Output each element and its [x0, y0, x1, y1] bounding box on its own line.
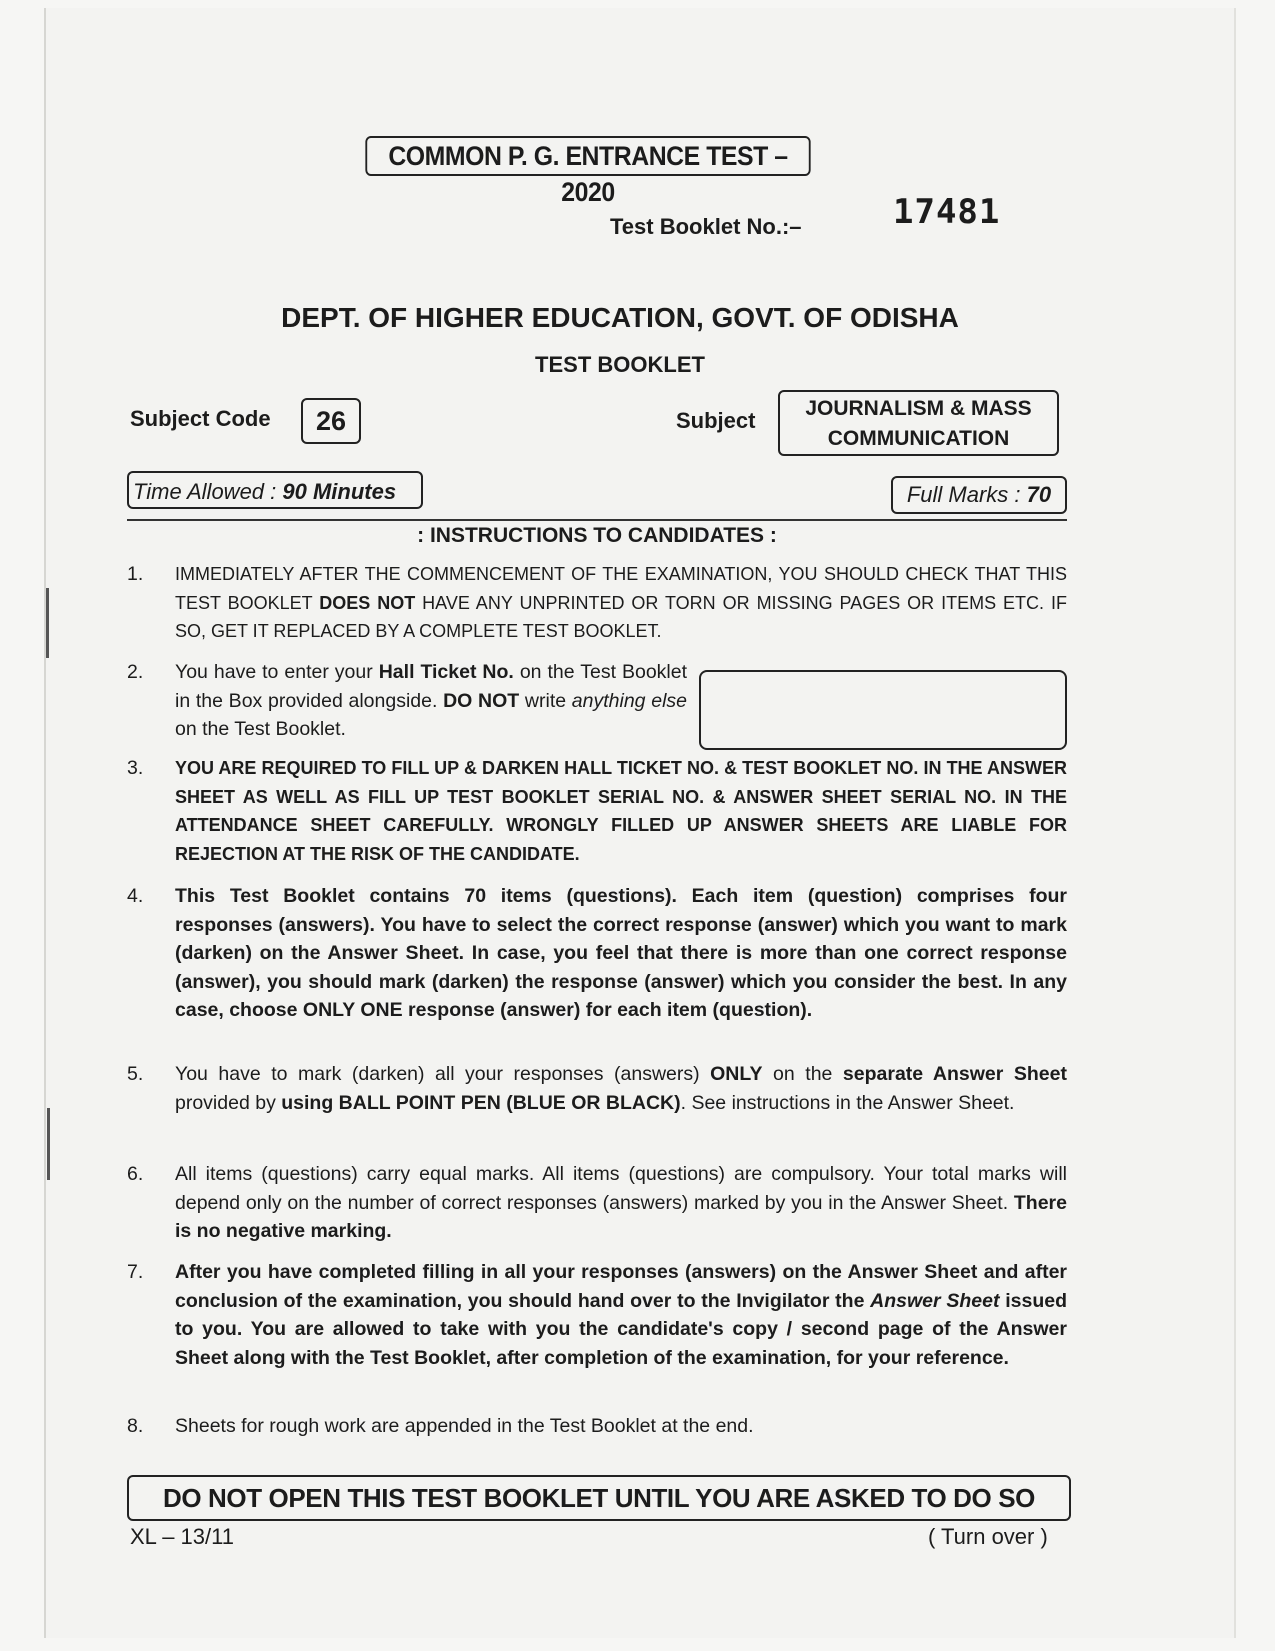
do-not-open-warning: DO NOT OPEN THIS TEST BOOKLET UNTIL YOU ARE ASKED TO DO SO	[127, 1475, 1071, 1521]
instruction-text: You have to mark (darken) all your responses (answers) ONLY on the separate Answer Sheet provided by using BALL POINT PEN (BLUE OR BLACK). See instructions in the Answer Sheet.	[175, 1063, 1067, 1114]
instruction-text: This Test Booklet contains 70 items (questions). Each item (question) comprises four responses (answers). You have to select the correct response (answer) which you want to mark (darken) on the Answer Sheet. In case, you feel that there is more than one correct response (answer), you should mark (darken) the response (answer) which you consider the best. In any case, choose ONLY ONE response (answer) for each item (question).	[175, 885, 1067, 1021]
instruction-text: All items (questions) carry equal marks. All items (questions) are compulsory. Your total marks will depend only on the number of correct responses (answers) marked by you in the Answer Sheet. There is no negative marking.	[175, 1163, 1067, 1242]
instruction-number: 2.	[127, 661, 144, 683]
subject-name-box	[778, 390, 1059, 456]
subject-label: Subject	[676, 408, 756, 433]
scan-mark	[47, 1108, 50, 1180]
instruction-number: 8.	[127, 1415, 144, 1437]
full-marks-value: 70	[1026, 482, 1052, 507]
hall-ticket-box[interactable]	[699, 670, 1067, 750]
instruction-text: You have to enter your Hall Ticket No. on the Test Booklet in the Box provided alongside. DO NOT write anything else on the Test Booklet.	[175, 661, 688, 740]
scan-mark	[46, 588, 49, 658]
turn-over-note: ( Turn over )	[928, 1524, 1048, 1549]
instruction-number: 1.	[127, 563, 144, 585]
instruction-number: 3.	[127, 757, 144, 779]
instruction-text: IMMEDIATELY AFTER THE COMMENCEMENT OF THE EXAMINATION, YOU SHOULD CHECK THAT THIS TEST BOOKLET DOES NOT HAVE ANY UNPRINTED OR TORN OR MISSING PAGES OR ITEMS ETC. IF SO, GET IT REPLACED BY A COMPLETE TEST BOOKLET.	[175, 564, 1067, 641]
time-allowed-value: 90 Minutes	[282, 479, 397, 504]
department-title: DEPT. OF HIGHER EDUCATION, GOVT. OF ODISHA	[281, 302, 959, 333]
subject-code-value: 26	[301, 398, 361, 444]
instruction-number: 7.	[127, 1261, 144, 1283]
exam-title: COMMON P. G. ENTRANCE TEST – 2020	[365, 136, 810, 176]
divider	[127, 519, 1067, 521]
instruction-item	[127, 882, 1067, 1025]
instruction-text: YOU ARE REQUIRED TO FILL UP & DARKEN HALL TICKET NO. & TEST BOOKLET NO. IN THE ANSWER SHEET AS WELL AS FILL UP TEST BOOKLET SERIAL NO. & ANSWER SHEET SERIAL NO. IN THE ATTENDANCE SHEET CAREFULLY. WRONGLY FILLED UP ANSWER SHEETS ARE LIABLE FOR REJECTION AT THE RISK OF THE CANDIDATE.	[175, 758, 1067, 864]
subject-code-label: Subject Code	[130, 406, 271, 431]
instruction-item	[127, 1412, 1067, 1441]
booklet-number-label: Test Booklet No.:–	[610, 214, 802, 239]
full-marks-label: Full Marks :	[906, 482, 1021, 507]
booklet-type: TEST BOOKLET	[535, 352, 705, 377]
instruction-item	[127, 560, 1067, 646]
instruction-item	[127, 1258, 1067, 1372]
instruction-item	[127, 658, 687, 744]
subject-name-line2: COMMUNICATION	[827, 427, 1010, 450]
time-allowed	[127, 471, 423, 509]
instructions-heading: : INSTRUCTIONS TO CANDIDATES :	[417, 524, 777, 547]
instruction-number: 6.	[127, 1163, 144, 1185]
instruction-number: 4.	[127, 885, 144, 907]
instruction-item	[127, 1060, 1067, 1117]
booklet-code: XL – 13/11	[130, 1524, 234, 1549]
full-marks	[891, 476, 1067, 514]
subject-name-line1: JOURNALISM & MASS	[805, 397, 1032, 420]
time-allowed-label: Time Allowed :	[133, 479, 277, 504]
instruction-text: After you have completed filling in all your responses (answers) on the Answer Sheet and after conclusion of the examination, you should hand over to the Invigilator the Answer Sheet issued to you. You are allowed to take with you the candidate's copy / second page of the Answer Sheet along with the Test Booklet, after completion of the examination, for your reference.	[175, 1261, 1067, 1369]
instruction-item	[127, 1160, 1067, 1246]
booklet-number-value: 17481	[893, 192, 1001, 232]
instruction-text: Sheets for rough work are appended in the Test Booklet at the end.	[175, 1415, 754, 1437]
instruction-number: 5.	[127, 1063, 144, 1085]
instruction-item	[127, 754, 1067, 868]
